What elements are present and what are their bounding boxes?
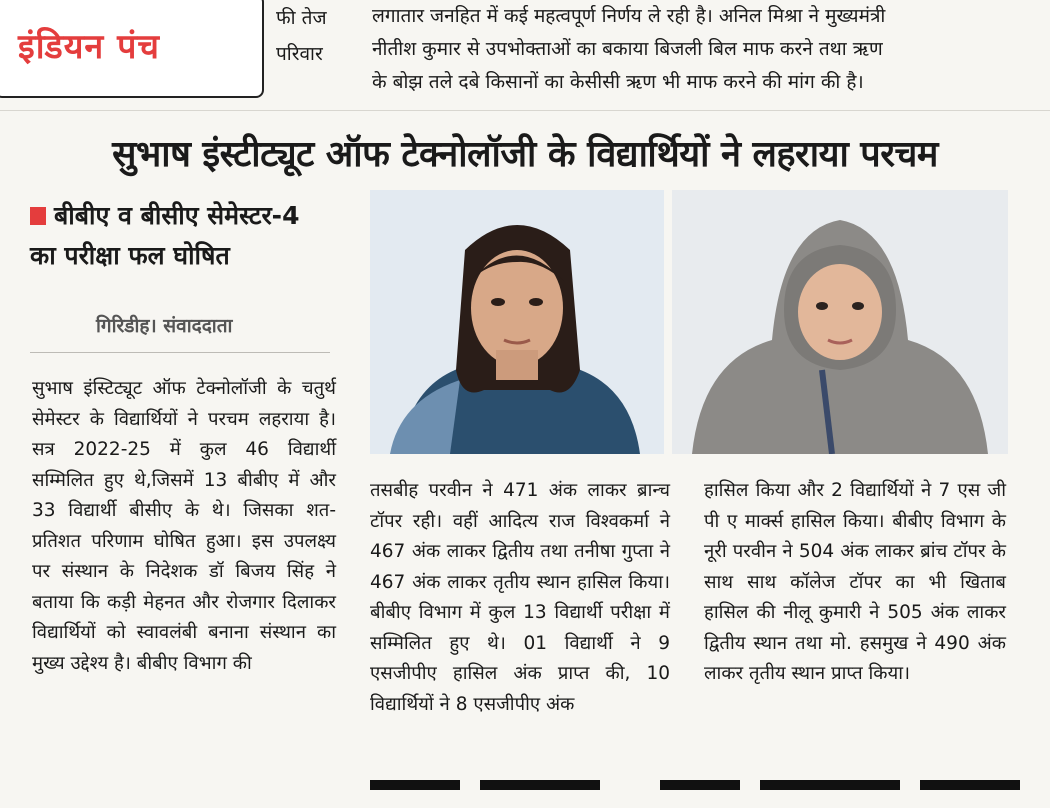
top-line-1: लगातार जनहित में कई महत्वपूर्ण निर्णय ले रही है। अनिल मिश्रा ने मुख्यमंत्री	[372, 5, 886, 27]
byline-divider	[30, 352, 330, 353]
top-fragment-line-2: परिवार	[276, 43, 323, 65]
article-subheading	[30, 196, 330, 276]
top-line-3: के बोझ तले दबे किसानों का केसीसी ऋण भी माफ करने की मांग की है।	[372, 71, 864, 93]
student-photo-2	[672, 190, 1008, 454]
subheading-text: बीबीए व बीसीए सेमेस्टर-4 का परीक्षा फल घोषित	[30, 201, 300, 270]
brand-logo-text: इंडियन पंच	[18, 27, 161, 67]
top-fragment-line-1: फी तेज	[276, 7, 327, 29]
subheading-marker-icon	[30, 207, 46, 225]
student-photo-1	[370, 190, 664, 454]
article-byline: गिरिडीह। संवाददाता	[96, 315, 233, 337]
top-line-2: नीतीश कुमार से उपभोक्ताओं का बकाया बिजली बिल माफ करने तथा ऋण	[372, 38, 883, 60]
article-column-2: तसबीह परवीन ने 471 अंक लाकर ब्रान्च टॉपर रही। वहीं आदित्य राज विश्वकर्मा ने 467 अंक लाकर द्वितीय तथा तनीषा गुप्ता ने 467 अंक लाकर तृतीय स्थान हासिल किया। बीबीए विभाग में कुल 13 विद्यार्थी परीक्षा में सम्मिलित हुए थे। 01 विद्यार्थी ने 9 एसजीपीए हासिल अंक प्राप्त की, 10 विद्यार्थियों ने 8 एसजीपीए अंक	[370, 480, 670, 715]
student-portrait-1-icon	[370, 190, 664, 454]
section-rule	[0, 110, 1050, 111]
top-article-text	[372, 0, 1024, 99]
student-portrait-2-icon	[672, 190, 1008, 454]
article-column-1: सुभाष इंस्टिट्यूट ऑफ टेक्नोलॉजी के चतुर्थ सेमेस्टर के विद्यार्थियों ने परचम लहराया है। सत्र 2022-25 में कुल 46 विद्यार्थी सम्मिलित हुए थे,जिसमें 13 बीबीए में और 33 विद्यार्थी बीसीए के थे। जिसका शत-प्रतिशत परिणाम घोषित हुआ। इस उपलक्ष्य पर संस्थान के निदेशक डॉ बिजय सिंह ने बताया कि कड़ी मेहनत और रोजगार दिलाकर विद्यार्थियों को स्वावलंबी बनाना संस्थान का मुख्य उद्देश्य है। बीबीए विभाग की	[32, 378, 336, 674]
next-headline-glyphs-icon	[360, 768, 1050, 808]
article-headline: सुभाष इंस्टीट्यूट ऑफ टेक्नोलॉजी के विद्यार्थियों ने लहराया परचम	[112, 134, 938, 175]
next-headline-cutoff	[360, 768, 1050, 808]
article-column-3: हासिल किया और 2 विद्यार्थियों ने 7 एस जी पी ए मार्क्स हासिल किया। बीबीए विभाग के नूरी परवीन ने 504 अंक लाकर ब्रांच टॉपर के साथ साथ कॉलेज टॉपर का भी खिताब हासिल की नीलू कुमारी ने 505 अंक लाकर द्वितीय स्थान तथा मो. हसमुख ने 490 अंक लाकर तृतीय स्थान प्राप्त किया।	[704, 480, 1006, 684]
